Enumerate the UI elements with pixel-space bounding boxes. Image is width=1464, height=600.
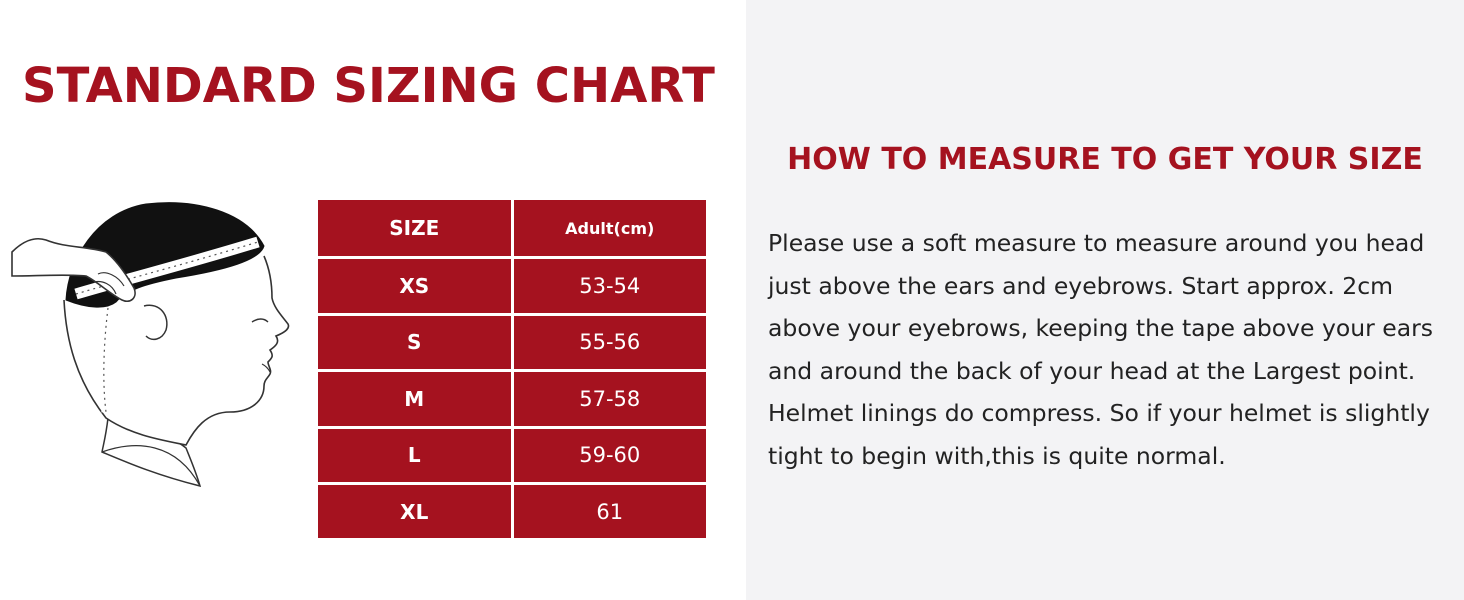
adult-cm-cell: 53-54 bbox=[514, 256, 707, 312]
measure-instructions bbox=[768, 222, 1458, 478]
size-cell: S bbox=[318, 313, 514, 369]
table-row bbox=[318, 369, 706, 425]
instruction-paragraph: Please use a soft measure to measure around you head just above the ears and eyebrows. Start approx. 2cm above your eyebrows, keeping the tape above your ears and around the back of your head at the Largest point. bbox=[768, 229, 1434, 385]
adult-cm-cell: 55-56 bbox=[514, 313, 707, 369]
table-row bbox=[318, 482, 706, 538]
adult-cm-cell: 61 bbox=[514, 482, 707, 538]
measure-heading: HOW TO MEASURE TO GET YOUR SIZE bbox=[787, 142, 1423, 177]
column-header-size: SIZE bbox=[318, 200, 514, 256]
page-title: STANDARD SIZING CHART bbox=[22, 58, 715, 114]
table-row bbox=[318, 426, 706, 482]
table-header-row bbox=[318, 200, 706, 256]
table-row bbox=[318, 313, 706, 369]
instruction-paragraph: Helmet linings do compress. So if your helmet is slightly tight to begin with,this is quite normal. bbox=[768, 399, 1430, 470]
size-cell: M bbox=[318, 369, 514, 425]
head-with-measuring-tape-icon bbox=[6, 190, 296, 490]
adult-cm-cell: 57-58 bbox=[514, 369, 707, 425]
size-cell: XL bbox=[318, 482, 514, 538]
size-chart-table bbox=[318, 200, 706, 538]
adult-cm-cell: 59-60 bbox=[514, 426, 707, 482]
column-header-adult-cm: Adult(cm) bbox=[514, 200, 707, 256]
table-row bbox=[318, 256, 706, 312]
size-cell: XS bbox=[318, 256, 514, 312]
size-cell: L bbox=[318, 426, 514, 482]
